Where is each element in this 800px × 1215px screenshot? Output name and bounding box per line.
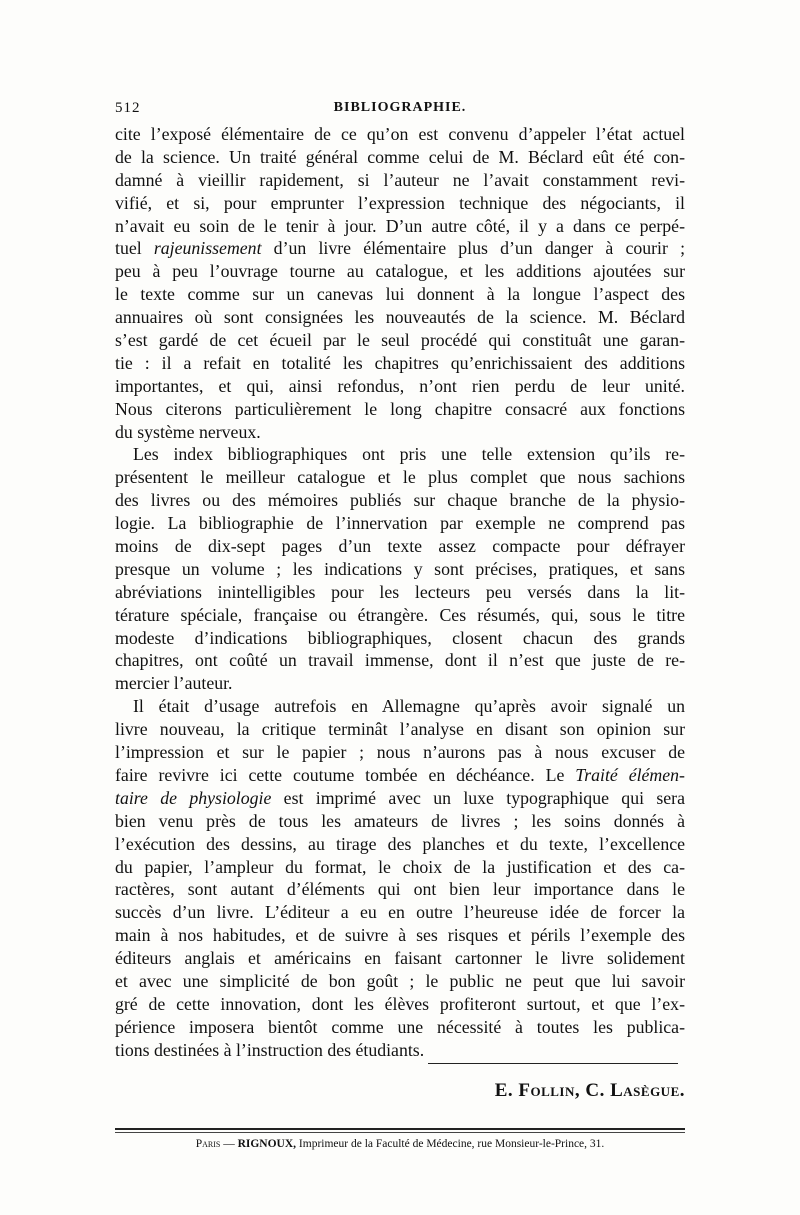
page-number: 512 [115,100,141,116]
text-line: Nous citerons particulièrement le long chapitre consacré aux fonctions [115,398,685,419]
running-head [115,100,685,124]
text-line: faire revivre ici cette coutume tombée en déchéance. Le Traité élémen- [115,764,685,785]
text-line: de la science. Un traité général comme celui de M. Béclard eût été con- [115,146,685,167]
text-line: n’avait eu soin de le tenir à jour. D’un autre côté, il y a dans ce perpé- [115,215,685,236]
text-line: l’impression et sur le papier ; nous n’aurons pas à nous excuser de [115,742,685,763]
signature-rule [428,1063,678,1064]
body-text [115,123,685,1062]
text-line: abréviations inintelligibles pour les lecteurs peu versés dans la lit- [115,581,685,602]
text-line: vifié, et si, pour emprunter l’expression technique des négociants, il [115,192,685,213]
text-line: chapitres, ont coûté un travail immense, dont il n’est que juste de re- [115,650,685,671]
text-line: du papier, l’ampleur du format, le choix de la justification et des ca- [115,856,685,877]
author-signature [420,1080,685,1102]
imprint-printer: RIGNOUX, [237,1138,297,1150]
imprint-address: Imprimeur de la Faculté de Médecine, rue Monsieur-le-Prince, 31. [298,1138,605,1150]
text-line: tuel rajeunissement d’un livre élémentaire plus d’un danger à courir ; [115,238,685,259]
text-line: tions destinées à l’instruction des étudiants. [115,1039,425,1060]
text-line: modeste d’indications bibliographiques, closent chacun des grands [115,627,685,648]
text-line: tie : il a refait en totalité les chapitres qu’enrichissaient des additions [115,352,685,373]
text-line: gré de cette innovation, dont les élèves profiteront surtout, et que l’ex- [115,993,685,1014]
text-line: des livres ou des mémoires publiés sur chaque branche de la physio- [115,490,685,511]
text-line: éditeurs anglais et américains en faisant cartonner le livre solidement [115,948,685,969]
text-line: térature spéciale, française ou étrangère. Ces résumés, qui, sous le titre [115,604,685,625]
text-line: livre nouveau, la critique terminât l’analyse en disant son opinion sur [115,719,685,740]
imprint-rule-thin [115,1132,685,1133]
text-line: s’est gardé de cet écueil par le seul procédé qui constituât une garan- [115,330,685,351]
running-title: BIBLIOGRAPHIE. [333,100,467,115]
signature-text: E. Follin, C. Lasègue. [494,1080,685,1101]
text-line: logie. La bibliographie de l’innervation par exemple ne comprend pas [115,513,685,534]
text-line: annuaires où sont consignées les nouveautés de la science. M. Béclard [115,307,685,328]
text-line: Il était d’usage autrefois en Allemagne qu’après avoir signalé un [133,696,685,717]
text-line: presque un volume ; les indications y sont précises, pratiques, et sans [115,558,685,579]
text-line: ractères, sont autant d’éléments qui ont bien leur importance dans le [115,879,685,900]
text-line: Les index bibliographiques ont pris une telle extension qu’ils re- [133,444,685,465]
text-line: présentent le meilleur catalogue et le plus complet que nous sachions [115,467,685,488]
printer-imprint [115,1138,685,1150]
text-line: mercier l’auteur. [115,673,233,694]
text-line: du système nerveux. [115,421,261,442]
text-line: damné à vieillir rapidement, si l’auteur ne l’avait constamment revi- [115,169,685,190]
text-line: peu à peu l’ouvrage tourne au catalogue, et les additions ajoutées sur [115,261,685,282]
text-line: main à nos habitudes, et de suivre à ses risques et périls l’exemple des [115,925,685,946]
imprint-dash: — [223,1138,235,1150]
text-line: succès d’un livre. L’éditeur a eu en outre l’heureuse idée de forcer la [115,902,685,923]
imprint-city: Paris [195,1138,221,1150]
imprint-rule [115,1128,685,1130]
text-line: bien venu près de tous les amateurs de livres ; les soins donnés à [115,810,685,831]
text-line: l’exécution des dessins, au tirage des planches et du texte, l’excellence [115,833,685,854]
text-line: périence imposera bientôt comme une nécessité à toutes les publica- [115,1016,685,1037]
text-line: et avec une simplicité de bon goût ; le public ne peut que lui savoir [115,970,685,991]
text-line: cite l’exposé élémentaire de ce qu’on est convenu d’appeler l’état actuel [115,124,685,144]
text-line: importantes, et qui, ainsi refondus, n’ont rien perdu de leur unité. [115,375,685,396]
text-line: moins de dix-sept pages d’un texte assez compacte pour défrayer [115,536,685,557]
text-line: le texte comme sur un canevas lui donnent à la longue l’aspect des [115,284,685,305]
text-line: taire de physiologie est imprimé avec un luxe typographique qui sera [115,787,685,808]
